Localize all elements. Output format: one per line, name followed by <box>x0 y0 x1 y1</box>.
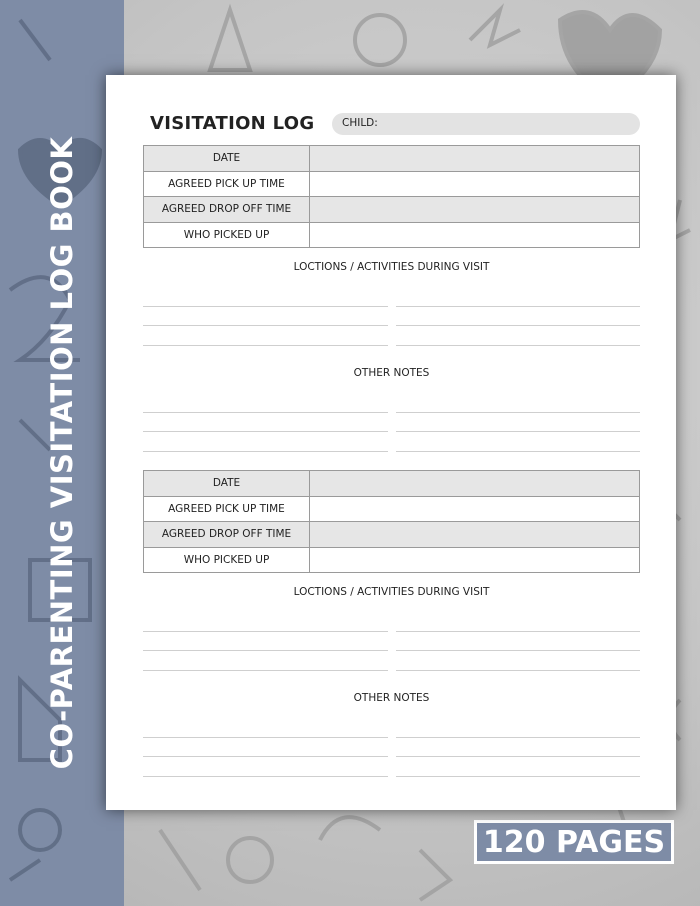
notes-lines[interactable] <box>143 718 640 777</box>
row-label: DATE <box>144 471 310 497</box>
locations-lines[interactable] <box>143 287 640 346</box>
writing-line <box>143 326 640 346</box>
page-title: VISITATION LOG <box>150 113 315 134</box>
locations-label: LOCTIONS / ACTIVITIES DURING VISIT <box>293 586 490 598</box>
notes-lines[interactable] <box>143 393 640 452</box>
table-row <box>144 496 640 522</box>
locations-lines[interactable] <box>143 612 640 671</box>
entry-table-1 <box>143 145 640 248</box>
table-row <box>144 197 640 223</box>
table-row <box>144 471 640 497</box>
writing-line <box>143 413 640 433</box>
entry-table-2 <box>143 470 640 573</box>
writing-line <box>143 432 640 452</box>
writing-line <box>143 738 640 758</box>
writing-line <box>143 393 640 413</box>
picked-up-by-field[interactable] <box>310 547 640 573</box>
spine-title: CO-PARENTING VISITATION LOG BOOK <box>45 136 79 770</box>
table-row <box>144 171 640 197</box>
child-field[interactable] <box>332 113 640 135</box>
date-field[interactable] <box>310 471 640 497</box>
dropoff-time-field[interactable] <box>310 197 640 223</box>
writing-line <box>143 757 640 777</box>
picked-up-by-field[interactable] <box>310 222 640 248</box>
row-label: AGREED DROP OFF TIME <box>144 197 310 223</box>
notes-label: OTHER NOTES <box>353 692 430 704</box>
table-row <box>144 146 640 172</box>
table-row <box>144 522 640 548</box>
writing-line <box>143 612 640 632</box>
row-label: AGREED DROP OFF TIME <box>144 522 310 548</box>
writing-line <box>143 632 640 652</box>
dropoff-time-field[interactable] <box>310 522 640 548</box>
row-label: WHO PICKED UP <box>144 547 310 573</box>
writing-line <box>143 307 640 327</box>
date-field[interactable] <box>310 146 640 172</box>
row-label: AGREED PICK UP TIME <box>144 171 310 197</box>
notes-label: OTHER NOTES <box>353 367 430 379</box>
writing-line <box>143 718 640 738</box>
table-row <box>144 547 640 573</box>
locations-label: LOCTIONS / ACTIVITIES DURING VISIT <box>293 261 490 273</box>
row-label: WHO PICKED UP <box>144 222 310 248</box>
row-label: DATE <box>144 146 310 172</box>
pickup-time-field[interactable] <box>310 496 640 522</box>
child-label: CHILD: <box>342 117 378 129</box>
writing-line <box>143 651 640 671</box>
row-label: AGREED PICK UP TIME <box>144 496 310 522</box>
log-page <box>106 75 676 810</box>
pages-badge: 120 PAGES <box>474 820 674 864</box>
table-row <box>144 222 640 248</box>
pickup-time-field[interactable] <box>310 171 640 197</box>
writing-line <box>143 287 640 307</box>
